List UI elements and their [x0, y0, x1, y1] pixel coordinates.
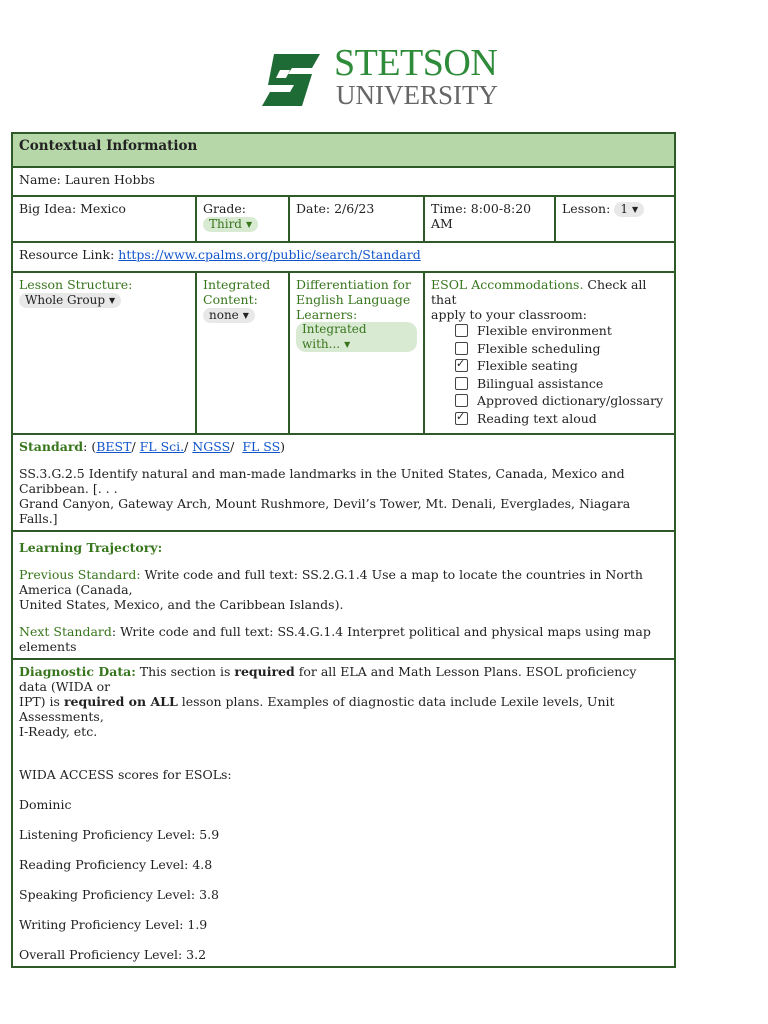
grade-value: Third — [209, 217, 242, 231]
diagnostic-text: This section is — [139, 664, 231, 679]
name-row — [12, 167, 675, 196]
esol-cell — [424, 272, 675, 434]
diagnostic-text: for all ELA and Math Lesson Plans. ESOL proficiency data (WIDA or — [19, 664, 637, 694]
checkbox-checked[interactable] — [455, 412, 468, 425]
esol-label: ESOL Accommodations. — [431, 277, 584, 292]
trajectory-cell — [12, 531, 675, 659]
standard-cell: Standard: (BEST/ FL Sci./ NGSS/ FL SS) SS.3.G.2.5 Identify natural and man-made landmarks in the United States, Canada, Mexico and Caribbean. [. . . Grand Canyon, Gateway Arch, Mount Rushmore, Devil’s Tower, Mt. Denali, Everglades, Niagara Falls.] — [12, 434, 675, 531]
standard-text-2: Grand Canyon, Gateway Arch, Mount Rushmore, Devil’s Tower, Mt. Denali, Everglades, Niagara Falls.] — [19, 496, 631, 526]
lesson-cell — [555, 196, 675, 242]
chevron-down-icon: ▼ — [242, 311, 249, 320]
diff-value: Integrated with... — [302, 322, 367, 351]
big-idea: Big Idea: Mexico — [12, 196, 196, 242]
contextual-header: Contextual Information — [12, 133, 675, 167]
esol-option-label: Flexible environment — [477, 323, 612, 339]
lesson-structure-value: Whole Group — [25, 293, 105, 307]
integrated-value: none — [209, 308, 239, 322]
next-standard-label: Next Standard — [19, 624, 112, 639]
chevron-down-icon: ▼ — [246, 220, 253, 229]
lesson-dropdown[interactable] — [614, 202, 644, 217]
lesson-structure-label: Lesson Structure: — [19, 277, 133, 292]
resource-cell — [12, 242, 675, 272]
diagnostic-bold-required-all: required on ALL — [63, 694, 178, 709]
stetson-logo — [262, 42, 514, 110]
teacher-name: Name: Lauren Hobbs — [12, 167, 675, 196]
diagnostic-text: I-Ready, etc. — [19, 724, 98, 739]
lesson-label: Lesson: — [562, 201, 611, 216]
student-name: Dominic — [19, 797, 72, 812]
diagnostic-row — [12, 659, 675, 967]
integrated-label-1: Integrated — [203, 277, 271, 292]
esol-option-label: Flexible scheduling — [477, 340, 601, 356]
chevron-down-icon: ▼ — [344, 340, 351, 349]
diff-label-3: Learners: — [296, 307, 358, 322]
fl-sci-link[interactable]: FL Sci. — [139, 439, 185, 454]
standard-text-1: SS.3.G.2.5 Identify natural and man-made landmarks in the United States, Canada, Mexico and Caribbean. [. . . — [19, 466, 625, 496]
lesson-value: 1 — [620, 202, 628, 216]
resource-row — [12, 242, 675, 272]
fl-ss-link[interactable]: FL SS — [242, 439, 281, 454]
date: Date: 2/6/23 — [289, 196, 424, 242]
esol-option-label: Bilingual assistance — [477, 375, 604, 391]
esol-option[interactable] — [431, 375, 668, 393]
previous-standard-label: Previous Standard: — [19, 567, 141, 582]
diff-label-2: English Language — [296, 292, 411, 307]
diagnostic-text: IPT) is — [19, 694, 60, 709]
previous-standard-text-1: Write code and full text: SS.2.G.1.4 Use a map to locate the countries in North America (Canada, — [19, 567, 643, 597]
esol-option-label: Flexible seating — [477, 358, 578, 374]
esol-option[interactable] — [431, 410, 668, 428]
lesson-structure-cell — [12, 272, 196, 434]
lesson-structure-dropdown[interactable] — [19, 293, 121, 308]
trajectory-label: Learning Trajectory: — [19, 540, 163, 555]
next-standard-text: : Write code and full text: SS.4.G.1.4 Interpret political and physical maps using map elements — [19, 624, 651, 654]
grade-cell — [196, 196, 289, 242]
speaking-score: Speaking Proficiency Level: 3.8 — [19, 887, 219, 902]
chevron-down-icon: ▼ — [109, 296, 116, 305]
ngss-link[interactable]: NGSS — [192, 439, 231, 454]
time: Time: 8:00-8:20 AM — [424, 196, 555, 242]
checkbox-checked[interactable] — [455, 359, 468, 372]
differentiation-dropdown[interactable] — [296, 322, 417, 352]
grade-label: Grade: — [203, 201, 247, 216]
standard-label: Standard — [19, 439, 84, 454]
grade-dropdown[interactable] — [203, 217, 258, 232]
diagnostic-bold-required: required — [234, 664, 295, 679]
esol-option[interactable] — [431, 357, 668, 375]
integrated-label-2: Content: — [203, 292, 258, 307]
esol-option[interactable] — [431, 322, 668, 340]
resource-link[interactable]: https://www.cpalms.org/public/search/Standard — [118, 247, 421, 262]
stetson-s-icon — [262, 54, 320, 106]
checkbox[interactable] — [455, 377, 468, 390]
integrated-dropdown[interactable] — [203, 308, 255, 323]
checkbox[interactable] — [455, 324, 468, 337]
diagnostic-text: lesson plans. Examples of diagnostic data include Lexile levels, Unit Assessments, — [19, 694, 615, 724]
integrated-content-cell — [196, 272, 289, 434]
logo-word-stetson: STETSON — [334, 42, 498, 84]
lesson-plan-table — [11, 132, 676, 968]
chevron-down-icon: ▼ — [631, 205, 639, 214]
previous-standard-text-2: United States, Mexico, and the Caribbean Islands). — [19, 597, 344, 612]
wida-heading: WIDA ACCESS scores for ESOLs: — [19, 767, 232, 782]
resource-label: Resource Link: — [19, 247, 115, 262]
esol-instruction-2: apply to your classroom: — [431, 307, 587, 322]
checkbox[interactable] — [455, 394, 468, 407]
diff-label-1: Differentiation for — [296, 277, 411, 292]
esol-option-label: Reading text aloud — [477, 410, 597, 426]
diagnostic-cell — [12, 659, 675, 967]
diagnostic-label: Diagnostic Data: — [19, 664, 136, 679]
esol-instruction-1: Check all that — [431, 277, 647, 307]
info-row — [12, 196, 675, 242]
differentiation-cell — [289, 272, 424, 434]
best-link[interactable]: BEST — [96, 439, 132, 454]
writing-score: Writing Proficiency Level: 1.9 — [19, 917, 208, 932]
structure-row — [12, 272, 675, 434]
esol-option[interactable] — [431, 340, 668, 358]
overall-score: Overall Proficiency Level: 3.2 — [19, 947, 207, 962]
listening-score: Listening Proficiency Level: 5.9 — [19, 827, 220, 842]
contextual-header-row — [12, 133, 675, 167]
esol-option[interactable] — [431, 392, 668, 410]
reading-score: Reading Proficiency Level: 4.8 — [19, 857, 213, 872]
esol-option-label: Approved dictionary/glossary — [477, 393, 664, 409]
standard-row — [12, 434, 675, 531]
checkbox[interactable] — [455, 342, 468, 355]
trajectory-row — [12, 531, 675, 659]
logo-word-university: UNIVERSITY — [336, 80, 498, 110]
